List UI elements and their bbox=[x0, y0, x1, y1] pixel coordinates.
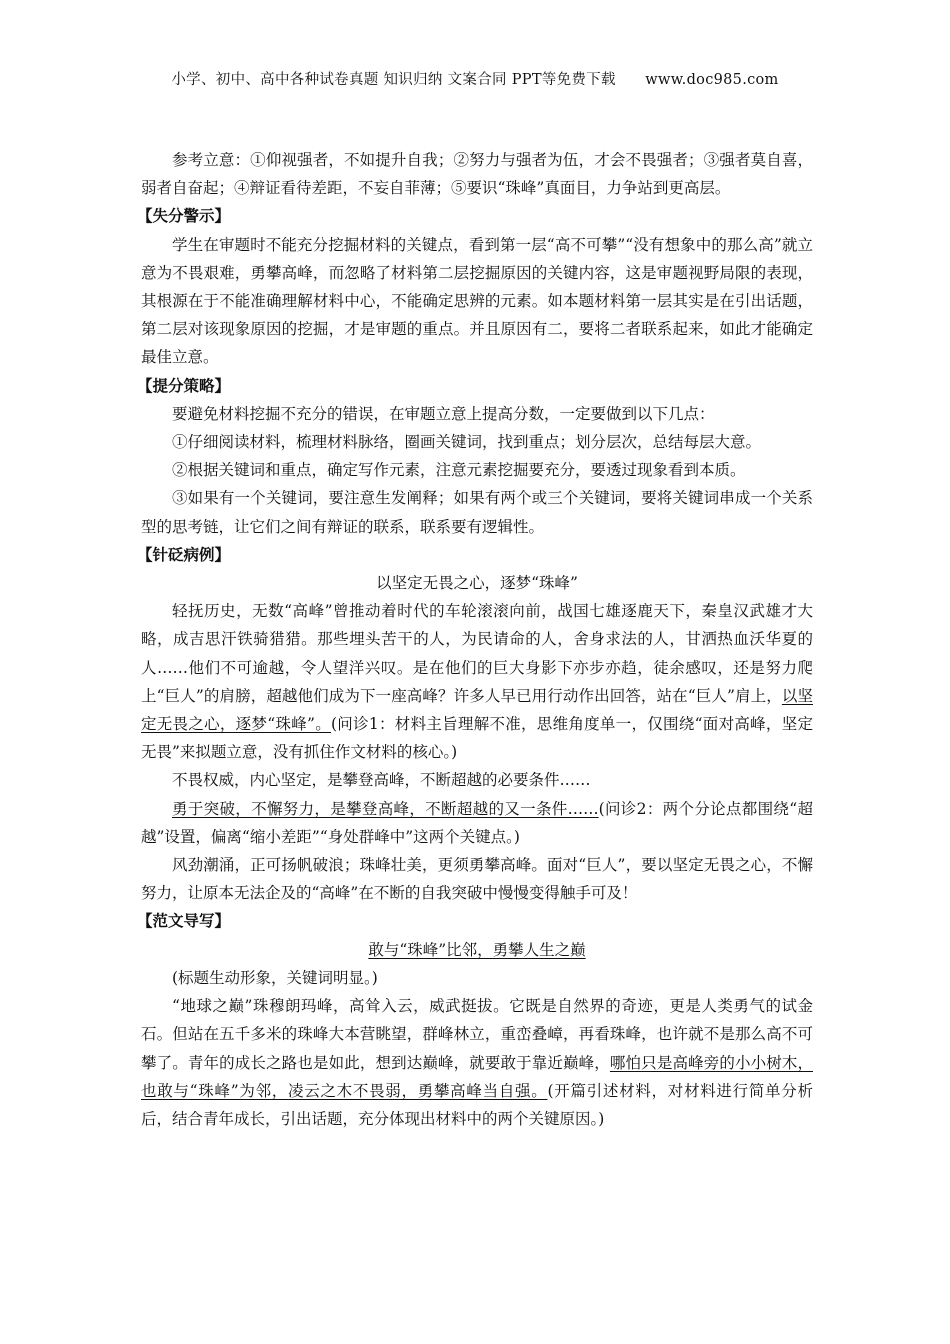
section-title-warning: 【失分警示】 bbox=[137, 206, 231, 226]
strategy-item-1: ①仔细阅读材料，梳理材料脉络，圈画关键词，找到重点；划分层次，总结每层大意。 bbox=[172, 433, 762, 452]
case-paragraph-2: 不畏权威，内心坚定，是攀登高峰，不断超越的必要条件…… bbox=[172, 771, 591, 790]
section-title-case: 【针砭病例】 bbox=[137, 544, 231, 564]
case-p1-text: 轻抚历史，无数“高峰”曾推动着时代的车轮滚滚向前，战国七雄逐鹿天下，秦皇汉武雄才大略，成吉思汗铁骑猎猎。那些埋头苦干的人，为民请命的人，舍身求法的人，甘洒热血沃华夏的人……他们不可逾越，令人望洋兴叹。是在他们的巨大身影下亦步亦趋，徒余感叹，还是努力爬上“巨人”的肩膀，超越他们成为下一座高峰？许多人早已用行动作出回答，站在“巨人”肩上， bbox=[141, 602, 813, 705]
model-essay-title bbox=[141, 936, 813, 964]
reference-ideas: 参考立意：①仰视强者，不如提升自我；②努力与强者为伍，才会不畏强者；③强者莫自喜，弱者自奋起；④辩证看待差距，不妄自菲薄；⑤要识“珠峰”真面目，力争站到更高层。 bbox=[141, 151, 813, 198]
case-p1-underlined: 以坚定无畏之心，逐梦“珠峰”。 bbox=[141, 686, 813, 734]
case-paragraph-3 bbox=[141, 795, 813, 851]
warning-paragraph: 学生在审题时不能充分挖掘材料的关键点，看到第一层“高不可攀”“没有想象中的那么高”就立意为不畏艰难，勇攀高峰，而忽略了材料第二层挖掘原因的关键内容，这是审题视野局限的表现，其根源在于不能准确理解材料中心，不能确定思辨的元素。如本题材料第一层其实是在引出话题，第二层对该现象原因的挖掘，才是审题的重点。并且原因有二，要将二者联系起来，如此才能确定最佳立意。 bbox=[141, 235, 813, 367]
model-p1-note: (开篇引述材料，对材料进行简单分析后，结合青年成长，引出话题，充分体现出材料中的两个关键原因。) bbox=[141, 1081, 813, 1128]
strategy-item-3: ③如果有一个关键词，要注意生发阐释；如果有两个或三个关键词，要将关键词串成一个关系型的思考链，让它们之间有辩证的联系，联系要有逻辑性。 bbox=[141, 489, 813, 536]
strategy-intro: 要避免材料挖掘不充分的错误，在审题立意上提高分数，一定要做到以下几点： bbox=[172, 404, 715, 423]
model-paragraph-1 bbox=[141, 992, 813, 1133]
model-p1-underlined: 哪怕只是高峰旁的小小树木，也敢与“珠峰”为邻，凌云之木不畏弱，勇攀高峰当自强。 bbox=[141, 1053, 813, 1100]
page-header bbox=[0, 68, 950, 89]
strategy-item-2: ②根据关键词和重点，确定写作元素，注意元素挖掘要充分，要透过现象看到本质。 bbox=[172, 461, 746, 480]
section-title-strategy: 【提分策略】 bbox=[137, 375, 231, 395]
model-title-note: (标题生动形象，关键词明显。) bbox=[172, 968, 378, 987]
case-paragraph-4: 风劲潮涌，正可扬帆破浪；珠峰壮美，更须勇攀高峰。面对“巨人”，要以坚定无畏之心，不懈努力，让原本无法企及的“高峰”在不断的自我突破中慢慢变得触手可及！ bbox=[141, 856, 813, 903]
model-p1-text: “地球之巅”珠穆朗玛峰，高耸入云，威武挺拔。它既是自然界的奇迹，更是人类勇气的试金石。但站在五千多米的珠峰大本营眺望，群峰林立，重峦叠嶂，再看珠峰，也许就不是那么高不可攀了。青年的成长之路也是如此，想到达巅峰，就要敢于靠近巅峰， bbox=[141, 997, 813, 1072]
header-text: 小学、初中、高中各种试卷真题 知识归纳 文案合同 PPT等免费下载 bbox=[171, 72, 616, 88]
case-p1-note: (问诊1：材料主旨理解不准，思维角度单一，仅围绕“面对高峰，坚定无畏”来拟题立意，没有抓住作文材料的核心。) bbox=[141, 715, 813, 762]
document-body bbox=[137, 146, 813, 1133]
case-essay-title: 以坚定无畏之心，逐梦“珠峰” bbox=[376, 574, 578, 593]
section-title-model: 【范文导写】 bbox=[137, 911, 231, 931]
model-title-text: 敢与“珠峰”比邻，勇攀人生之巅 bbox=[368, 940, 586, 959]
case-p3-underlined: 勇于突破，不懈努力，是攀登高峰，不断超越的又一条件…… bbox=[172, 799, 599, 818]
case-paragraph-1 bbox=[141, 597, 813, 766]
case-p3-note: (问诊2：两个分论点都围绕“超越”设置，偏离“缩小差距”“身处群峰中”这两个关键点。) bbox=[141, 799, 813, 846]
header-url[interactable]: www.doc985.com bbox=[645, 72, 779, 88]
